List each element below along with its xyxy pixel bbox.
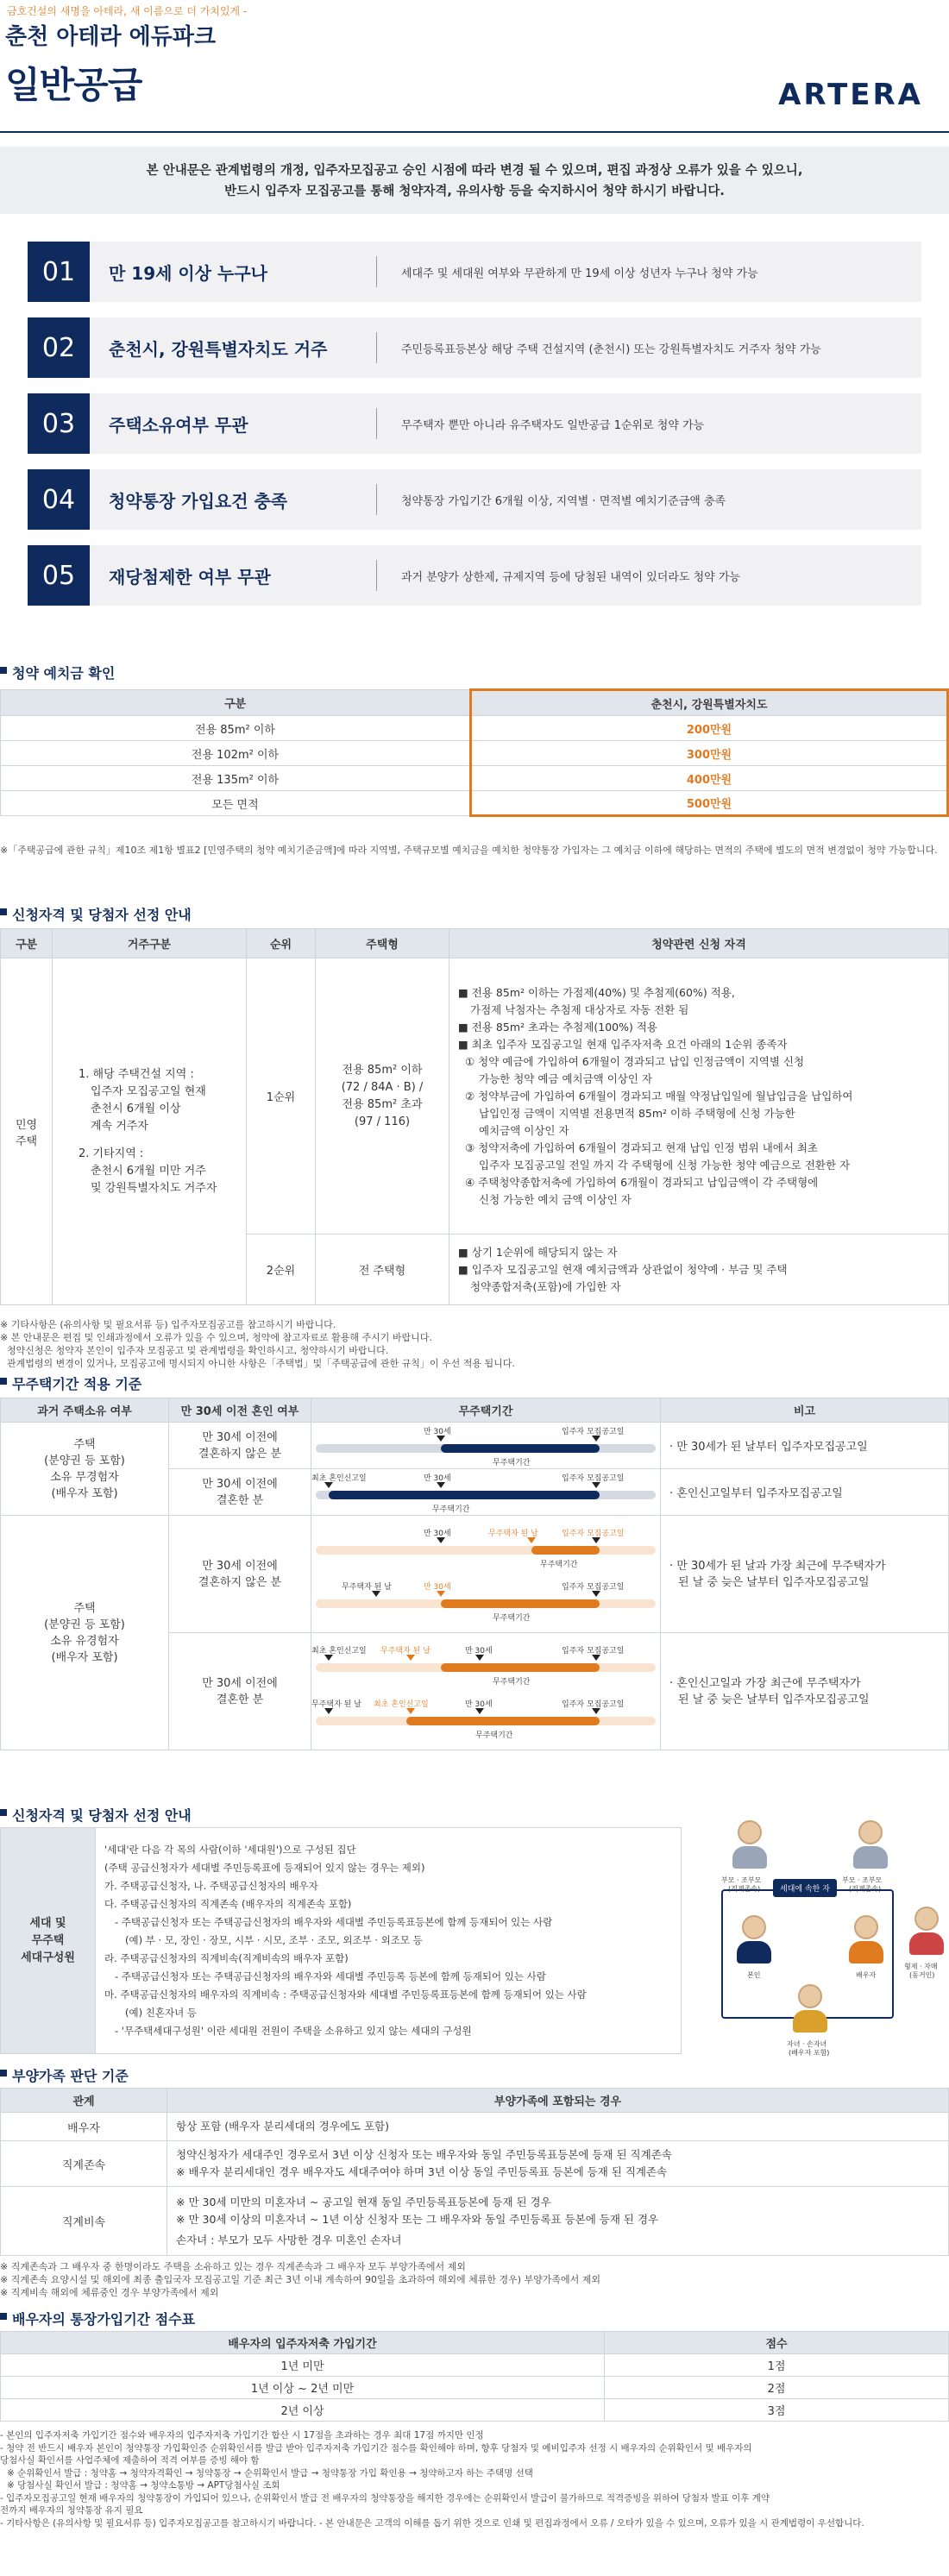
marker-age30 bbox=[437, 1591, 445, 1597]
dep-relation: 직계비속 bbox=[1, 2187, 167, 2256]
account-section-title: 배우자의 통장가입기간 점수표 bbox=[0, 2309, 195, 2328]
timeline-4 bbox=[311, 1633, 661, 1750]
marker-marriage bbox=[324, 1655, 333, 1661]
note-line: ※ 기타사항은 (유의사항 및 필요서류 등) 입주자모집공고를 참고하시기 바랍니다. bbox=[0, 1319, 336, 1330]
label-become: 무주택자 된 날 bbox=[380, 1646, 431, 1656]
marker-notice bbox=[592, 1655, 600, 1661]
page-title: 일반공급 bbox=[5, 64, 142, 106]
qual-header: 거주구분 bbox=[53, 929, 247, 958]
qual-header: 청약관련 신청 자격 bbox=[449, 929, 949, 958]
note-line: 당첨사실 확인서를 사업주체에 제출하여 적격 여부를 증빙 해야 함 bbox=[0, 2455, 260, 2466]
remark-4 bbox=[661, 1633, 949, 1750]
marker-notice bbox=[592, 1436, 600, 1442]
notice-line-2: 반드시 입주자 모집공고를 통해 청약자격, 유의사항 등을 숙지하시어 청약 하시기 바랍니다. bbox=[224, 185, 725, 198]
timeline-1 bbox=[311, 1423, 661, 1469]
requirement-title: 청약통장 가입요건 충족 bbox=[109, 490, 288, 512]
residence-line: 계속 거주자 bbox=[91, 1119, 148, 1133]
dep-desc: 항상 포함 (배우자 분리세대의 경우에도 포함) bbox=[167, 2113, 949, 2141]
residence-line: 및 강원특별자치도 거주자 bbox=[91, 1181, 217, 1195]
marker-age30 bbox=[475, 1708, 484, 1714]
label-notice: 입주자 모집공고일 bbox=[562, 1427, 625, 1436]
label-period: 무주택기간 bbox=[493, 1458, 531, 1467]
account-table bbox=[0, 2331, 949, 2422]
note-line: ※ 직계존속과 그 배우자 중 한명이라도 주택을 소유하고 있는 경우 직계존속과 그 배우자 모두 부양가족에서 제외 bbox=[0, 2261, 466, 2272]
dep-desc bbox=[167, 2141, 949, 2187]
qual-item: ■ 전용 85m² 초과는 추첨제(100%) 적용 bbox=[458, 1020, 658, 1034]
qual-item: ■ 전용 85m² 이하는 가점제(40%) 및 추첨제(60%) 적용, bbox=[458, 985, 735, 999]
label-period: 무주택기간 bbox=[493, 1677, 531, 1687]
person-head-icon bbox=[854, 1915, 878, 1939]
qual-type: 민영 주택 bbox=[1, 958, 53, 1305]
group-line: 주택 bbox=[73, 1437, 96, 1451]
residence-line: 춘천시 6개월 미만 거주 bbox=[91, 1164, 206, 1178]
note-line: ※ 본 안내문은 편집 및 인쇄과정에서 오류가 있을 수 있으며, 청약에 참고자료로 활용해 주시기 바랍니다. bbox=[0, 1332, 432, 1343]
not-married-cell bbox=[169, 1423, 311, 1469]
timeline-period-bar bbox=[441, 1444, 600, 1453]
gp1-label: 부모 · 조부모 bbox=[721, 1876, 762, 1884]
header-divider bbox=[0, 131, 949, 133]
family-diagram bbox=[687, 1820, 949, 2057]
requirement-desc: 과거 분양가 상한제, 규제지역 등에 당첨된 내역이 있더라도 청약 가능 bbox=[401, 570, 740, 584]
remark-1: · 만 30세가 된 날부터 입주자모집공고일 bbox=[661, 1423, 949, 1469]
child-figure bbox=[790, 1984, 830, 2036]
homeless-header: 만 30세 이전 혼인 여부 bbox=[169, 1398, 311, 1423]
requirement-desc: 세대주 및 세대원 여부와 무관하게 만 19세 이상 성년자 누구나 청약 가능 bbox=[401, 267, 758, 280]
child-label: 자녀 · 손자녀 bbox=[787, 2040, 827, 2048]
label-age30: 만 30세 bbox=[424, 1529, 451, 1538]
child-sub: (배우자 포함) bbox=[789, 2049, 830, 2057]
desc-line: (주택 공급신청자가 세대별 주민등록표에 등재되어 있지 않는 경우는 제외) bbox=[104, 1862, 425, 1874]
timeline-period-bar bbox=[406, 1717, 600, 1725]
requirement-card-5 bbox=[28, 545, 921, 606]
residence-line: 입주자 모집공고일 현재 bbox=[91, 1084, 206, 1098]
group-line: (분양권 등 포함) bbox=[44, 1454, 125, 1467]
person-head-icon bbox=[858, 1820, 883, 1844]
desc-line: - 주택공급신청자 또는 주택공급신청자의 배우자와 세대별 주민등록 등본에 함께 등재되어 있는 사람 bbox=[115, 1970, 546, 1982]
requirement-number: 04 bbox=[28, 469, 90, 530]
deposit-header-category: 구분 bbox=[1, 690, 471, 716]
group-line: 소유 유경험자 bbox=[50, 1634, 119, 1648]
dep-desc bbox=[167, 2187, 949, 2256]
requirement-title: 재당첨제한 여부 무관 bbox=[109, 566, 271, 587]
acct-score: 2점 bbox=[605, 2377, 949, 2399]
label-notice: 입주자 모집공고일 bbox=[562, 1582, 625, 1592]
group-line: 소유 무경험자 bbox=[50, 1470, 119, 1484]
label-line: 무주택 bbox=[31, 1933, 65, 1947]
residence-line: 춘천시 6개월 이상 bbox=[91, 1102, 181, 1115]
requirement-title: 만 19세 이상 누구나 bbox=[109, 262, 267, 284]
note-line: 청약신청은 청약자 본인이 입주자 모집공고 및 관계법령을 확인하시고, 청약하시기 바랍니다. bbox=[7, 1345, 389, 1356]
notice-box bbox=[0, 147, 949, 214]
gp2-label: 부모 · 조부모 bbox=[842, 1876, 883, 1884]
label-notice: 입주자 모집공고일 bbox=[562, 1473, 625, 1483]
cell-line: 만 30세 이전에 bbox=[202, 1430, 278, 1444]
sibling-figure bbox=[907, 1907, 946, 1958]
label-period: 무주택기간 bbox=[540, 1560, 578, 1569]
qual-item: ② 청약부금에 가입하여 6개월이 경과되고 매월 약정납입일에 월납입금을 납입하여 bbox=[465, 1089, 853, 1103]
dependents-table bbox=[0, 2088, 949, 2256]
label-age30: 만 30세 bbox=[424, 1427, 451, 1436]
header bbox=[0, 0, 949, 145]
cell-line: 결혼하지 않은 분 bbox=[198, 1447, 282, 1461]
married-cell bbox=[169, 1469, 311, 1516]
dep-line: ※ 만 30세 이상의 미혼자녀 ~ 1년 이상 신청자 또는 그 배우자와 동일 주민등록표 등본에 등재 된 경우 bbox=[176, 2212, 659, 2226]
label-notice: 입주자 모집공고일 bbox=[562, 1700, 625, 1709]
label-period: 무주택기간 bbox=[475, 1731, 513, 1740]
qual-header: 주택형 bbox=[316, 929, 449, 958]
group-line: (배우자 포함) bbox=[51, 1650, 118, 1664]
deposit-area: 전용 85m² 이하 bbox=[1, 716, 471, 741]
remark-3 bbox=[661, 1516, 949, 1633]
homeless-group-2 bbox=[1, 1516, 169, 1750]
remark-2: · 혼인신고일부터 입주자모집공고일 bbox=[661, 1469, 949, 1516]
qual-rank2: 2순위 bbox=[247, 1235, 316, 1305]
requirement-title: 춘천시, 강원특별자치도 거주 bbox=[109, 338, 328, 360]
dep-line: ※ 만 30세 미만의 미혼자녀 ~ 공고일 현재 동일 주민등록표등본에 등재 된 경우 bbox=[176, 2195, 551, 2208]
label-notice: 입주자 모집공고일 bbox=[562, 1529, 625, 1538]
remark-line: 된 날 중 늦은 날부터 입주자모집공고일 bbox=[678, 1575, 870, 1589]
housetype-line: 전용 85m² 이하 bbox=[342, 1063, 423, 1077]
timeline-period-bar bbox=[441, 1663, 600, 1672]
note-line: - 입주자모집공고일 현재 배우자의 청약통장이 가입되어 있으나, 순위확인서 발급 전 배우자의 청약통장을 해지한 경우에는 순위확인서 발급이 불가하므로 적격증빙을 위하여 당첨자 발표 이후 계약 bbox=[0, 2492, 770, 2504]
note-line: - 본인의 입주자저축 가입기간 점수와 배우자의 입주자저축 가입기간 합산 시 17점을 초과하는 경우 최대 17점 까지만 인정 bbox=[0, 2430, 484, 2441]
requirement-number: 03 bbox=[28, 393, 90, 454]
cell-line: 결혼한 분 bbox=[216, 1493, 264, 1507]
homeless-header: 과거 주택소유 여부 bbox=[1, 1398, 169, 1423]
person-body-icon bbox=[853, 1846, 888, 1869]
label-become: 무주택자 된 날 bbox=[311, 1700, 361, 1709]
desc-line: 마. 주택공급신청자의 배우자의 직계비속 : 주택공급신청자와 세대별 주민등록표등본에 함께 등재되어 있는 사람 bbox=[104, 1989, 587, 2001]
label-age30: 만 30세 bbox=[465, 1700, 493, 1709]
qual-item: 예치금액 이상인 자 bbox=[479, 1123, 569, 1137]
homeless-header: 비고 bbox=[661, 1398, 949, 1423]
requirements-list bbox=[28, 242, 921, 621]
qual-rank2-items bbox=[449, 1235, 949, 1305]
qualification-section-title: 신청자격 및 당첨자 선정 안내 bbox=[0, 904, 192, 924]
deposit-amount: 200만원 bbox=[471, 716, 948, 741]
label-become: 무주택자 된 날 bbox=[488, 1529, 538, 1538]
label-period: 무주택기간 bbox=[493, 1613, 531, 1623]
label-marriage: 최초 혼인신고일 bbox=[311, 1646, 367, 1656]
qual-item: ■ 최초 입주자 모집공고일 현재 입주자저축 요건 아래의 1순위 종족자 bbox=[458, 1037, 788, 1051]
homeless-header: 무주택기간 bbox=[311, 1398, 661, 1423]
requirement-card-4 bbox=[28, 469, 921, 530]
group-line: 주택 bbox=[73, 1601, 96, 1615]
marker-become bbox=[406, 1655, 415, 1661]
spouse-figure bbox=[846, 1915, 886, 1967]
label-line: 세대구성원 bbox=[21, 1951, 75, 1964]
marker-age30 bbox=[475, 1655, 484, 1661]
remark-line: 된 날 중 늦은 날부터 입주자모집공고일 bbox=[678, 1693, 870, 1706]
account-notes bbox=[0, 2429, 949, 2529]
acct-period: 1년 이상 ~ 2년 미만 bbox=[1, 2377, 605, 2399]
note-line: ※ 직계비속 해외에 체류중인 경우 부양가족에서 제외 bbox=[0, 2287, 219, 2298]
qual-item: 입주자 모집공고일 전일 까지 각 주택형에 신청 가능한 청약 예금으로 전환한 자 bbox=[479, 1158, 851, 1172]
timeline-period-bar bbox=[441, 1599, 600, 1608]
deposit-section-title: 청약 예치금 확인 bbox=[0, 663, 115, 682]
deposit-area: 전용 135m² 이하 bbox=[1, 766, 471, 791]
qual-housetype2: 전 주택형 bbox=[316, 1235, 449, 1305]
qual-item: ③ 청약저축에 가입하여 6개월이 경과되고 현재 납입 인정 범위 내에서 최초 bbox=[465, 1140, 819, 1154]
sibling-sub: (동거인) bbox=[909, 1971, 935, 1979]
note-line: ※ 당첨사실 확인서 발급 : 청약홈 → 청약소통방 → APT당첨사실 조회 bbox=[7, 2480, 280, 2491]
marker-marriage bbox=[324, 1482, 333, 1488]
housetype-line: 전용 85m² 초과 bbox=[342, 1097, 423, 1111]
self-figure bbox=[734, 1915, 774, 1967]
person-body-icon bbox=[732, 1846, 767, 1869]
label-age30: 만 30세 bbox=[424, 1582, 451, 1592]
housetype-line: (72 / 84A · B) / bbox=[341, 1080, 424, 1094]
timeline-period-bar bbox=[531, 1546, 600, 1555]
deposit-amount: 300만원 bbox=[471, 741, 948, 766]
deposit-amount: 500만원 bbox=[471, 791, 948, 816]
remark-line: · 혼인신고일과 가장 최근에 무주택자가 bbox=[669, 1676, 861, 1690]
dep-relation: 배우자 bbox=[1, 2113, 167, 2141]
person-body-icon bbox=[793, 2010, 827, 2033]
acct-period: 1년 미만 bbox=[1, 2354, 605, 2377]
deposit-amount: 400만원 bbox=[471, 766, 948, 791]
acct-period: 2년 이상 bbox=[1, 2399, 605, 2422]
qual-item: ① 청약 예금에 가입하여 6개월이 경과되고 납입 인정금액이 지역별 신청 bbox=[465, 1054, 805, 1068]
acct-header: 점수 bbox=[605, 2332, 949, 2354]
spouse-label: 배우자 bbox=[856, 1971, 877, 1979]
qual-rank1: 1순위 bbox=[247, 958, 316, 1235]
household-table bbox=[0, 1827, 682, 2054]
self-label: 본인 bbox=[747, 1971, 761, 1979]
grandparent-1-figure bbox=[730, 1820, 770, 1872]
cell-line: 만 30세 이전에 bbox=[202, 1676, 278, 1690]
marker-become bbox=[527, 1537, 536, 1543]
artera-logo: ARTERA bbox=[778, 78, 923, 112]
desc-line: (예) 친혼자녀 등 bbox=[125, 2007, 197, 2019]
household-section-title: 신청자격 및 당첨자 선정 안내 bbox=[0, 1805, 192, 1825]
homeless-group-1 bbox=[1, 1423, 169, 1516]
qual-rank1-items bbox=[449, 958, 949, 1235]
requirement-desc: 주민등록표등본상 해당 주택 건설지역 (춘천시) 또는 강원특별자치도 거주자 청약 가능 bbox=[401, 342, 821, 356]
marker-become bbox=[372, 1591, 380, 1597]
label-notice: 입주자 모집공고일 bbox=[562, 1646, 625, 1656]
qual-housetype1 bbox=[316, 958, 449, 1235]
requirement-number: 05 bbox=[28, 545, 90, 606]
qual-residence bbox=[53, 958, 247, 1305]
dependents-section-title: 부양가족 판단 기준 bbox=[0, 2065, 129, 2085]
person-head-icon bbox=[914, 1907, 939, 1931]
dependents-notes bbox=[0, 2260, 949, 2299]
residence-line: 1. 해당 주택건설 지역 : bbox=[79, 1067, 194, 1081]
notice-line-1: 본 안내문은 관계법령의 개정, 입주자모집공고 승인 시점에 따라 변경 될 수 있으며, 편집 과정상 오류가 있을 수 있으니, bbox=[146, 164, 803, 178]
dep-line: 손자녀 : 부모가 모두 사망한 경우 미혼인 손자녀 bbox=[176, 2233, 402, 2246]
marker-age30 bbox=[437, 1537, 445, 1543]
label-marriage: 최초 혼인신고일 bbox=[374, 1700, 429, 1709]
timeline-3 bbox=[311, 1516, 661, 1633]
cell-line: 결혼하지 않은 분 bbox=[198, 1575, 282, 1589]
acct-score: 3점 bbox=[605, 2399, 949, 2422]
deposit-header-region: 춘천시, 강원특별자치도 bbox=[471, 690, 948, 716]
qual-item: ■ 입주자 모집공고일 현재 예치금액과 상관없이 청약예 · 부금 및 주택 bbox=[458, 1262, 788, 1276]
note-line: 전까지 배우자의 청약통장 유지 필요 bbox=[0, 2505, 143, 2516]
qual-item: 납입인정 금액이 지역별 전용면적 85m² 이하 주택형에 신청 가능한 bbox=[479, 1106, 795, 1120]
desc-line: 라. 주택공급신청자의 직계비속(직계비속의 배우자 포함) bbox=[104, 1952, 349, 1964]
desc-line: 다. 주택공급신청자의 직계존속 (배우자의 직계존속 포함) bbox=[104, 1898, 352, 1910]
label-age30: 만 30세 bbox=[465, 1646, 493, 1656]
married-cell bbox=[169, 1633, 311, 1750]
desc-line: 가. 주택공급신청자, 나. 주택공급신청자의 배우자 bbox=[104, 1880, 318, 1892]
dep-header: 부양가족에 포함되는 경우 bbox=[167, 2089, 949, 2113]
desc-line: '세대'란 다음 각 목의 사람(이하 '세대원')으로 구성된 집단 bbox=[104, 1844, 356, 1856]
qual-item: 가점제 낙첨자는 추첨제 대상자로 자동 전환 됨 bbox=[470, 1002, 689, 1016]
person-head-icon bbox=[798, 1984, 822, 2008]
marker-become bbox=[324, 1708, 333, 1714]
person-body-icon bbox=[737, 1941, 771, 1963]
qualification-table bbox=[0, 928, 949, 1305]
group-line: (분양권 등 포함) bbox=[44, 1618, 125, 1631]
residence-line: 2. 기타지역 : bbox=[79, 1147, 144, 1160]
cell-line: 만 30세 이전에 bbox=[202, 1559, 278, 1573]
dep-line: 청약신청자가 세대주인 경우로서 3년 이상 신청자 또는 배우자와 동일 주민등록표등본에 등재 된 직계존속 bbox=[176, 2148, 672, 2161]
cell-line: 만 30세 이전에 bbox=[202, 1477, 278, 1491]
deposit-area: 모든 면적 bbox=[1, 791, 471, 816]
desc-line: - 주택공급신청자 또는 주택공급신청자의 배우자와 세대별 주민등록표등본에 함께 등재되어 있는 사람 bbox=[115, 1916, 553, 1928]
qual-item: ④ 주택청약종합저축에 가입하여 6개월이 경과되고 납입금액이 각 주택형에 bbox=[465, 1175, 819, 1189]
timeline-period-bar bbox=[329, 1491, 600, 1499]
requirement-number: 01 bbox=[28, 242, 90, 302]
marker-age30 bbox=[437, 1482, 445, 1488]
acct-header: 배우자의 입주자저축 가입기간 bbox=[1, 2332, 605, 2354]
qual-header: 구분 bbox=[1, 929, 53, 958]
household-desc bbox=[96, 1828, 682, 2054]
requirement-desc: 청약통장 가입기간 6개월 이상, 지역별 · 면적별 예치기준금액 충족 bbox=[401, 494, 726, 508]
requirement-desc: 무주택자 뿐만 아니라 유주택자도 일반공급 1순위로 청약 가능 bbox=[401, 418, 705, 432]
homeless-table bbox=[0, 1398, 949, 1750]
label-become: 무주택자 된 날 bbox=[342, 1582, 392, 1592]
dep-line: ※ 배우자 분리세대인 경우 배우자도 세대주여야 하며 3년 이상 동일 주민등록표 등본에 등재 된 직계존속 bbox=[176, 2165, 668, 2178]
dep-relation: 직계존속 bbox=[1, 2141, 167, 2187]
grandparent-2-figure bbox=[851, 1820, 890, 1872]
note-line: ※ 순위확인서 발급 : 청약홈 → 청약자격확인 → 청약통장 → 순위확인서 발급 → 청약통장 가입 확인용 → 청약하고자 하는 주택명 선택 bbox=[7, 2467, 533, 2479]
marker-notice bbox=[592, 1591, 600, 1597]
requirement-title: 주택소유여부 무관 bbox=[109, 414, 248, 436]
deposit-note: ※「주택공급에 관한 규칙」제10조 제1항 별표2 [민영주택의 청약 예치기준금액]에 따라 지역별, 주택규모별 예치금을 예치한 청약통장 가입자는 그 예치금 이하에 해당하는 면적의 주택에 별도의 면적 변경없이 청약 가능합니다. bbox=[0, 845, 938, 856]
desc-line: - '무주택세대구성원' 이란 세대원 전원이 주택을 소유하고 있지 않는 세대의 구성원 bbox=[115, 2025, 472, 2037]
qual-header: 순위 bbox=[247, 929, 316, 958]
gp1-sub: (직계존속) bbox=[728, 1885, 761, 1893]
dep-header: 관계 bbox=[1, 2089, 167, 2113]
desc-line: (예) 부 · 모, 장인 · 장모, 시부 · 시모, 조부 · 조모, 외조부 · 외조모 등 bbox=[125, 1934, 423, 1946]
label-line: 세대 및 bbox=[29, 1916, 66, 1930]
requirement-card-1 bbox=[28, 242, 921, 302]
remark-line: · 만 30세가 된 날과 가장 최근에 무주택자가 bbox=[669, 1559, 886, 1573]
label-period: 무주택기간 bbox=[432, 1505, 470, 1514]
sibling-label: 형제 · 자매 bbox=[904, 1963, 938, 1970]
qual-item: ■ 상기 1순위에 해당되지 않는 자 bbox=[458, 1245, 618, 1259]
housetype-line: (97 / 116) bbox=[354, 1115, 411, 1128]
note-line: 관계법령의 변경이 있거나, 모집공고에 명시되지 아니한 사항은「주택법」및「주택공급에 관한 규칙」이 우선 적용 됩니다. bbox=[7, 1358, 515, 1369]
marker-notice bbox=[592, 1482, 600, 1488]
timeline-2 bbox=[311, 1469, 661, 1516]
deposit-area: 전용 102m² 이하 bbox=[1, 741, 471, 766]
person-body-icon bbox=[849, 1941, 883, 1963]
person-head-icon bbox=[738, 1820, 762, 1844]
marker-age30 bbox=[437, 1436, 445, 1442]
not-married-cell bbox=[169, 1516, 311, 1633]
label-age30: 만 30세 bbox=[424, 1473, 451, 1483]
group-line: (배우자 포함) bbox=[51, 1486, 118, 1500]
marker-marriage bbox=[406, 1708, 415, 1714]
homeless-section-title: 무주택기간 적용 기준 bbox=[0, 1373, 141, 1393]
person-head-icon bbox=[742, 1915, 766, 1939]
note-line: ※ 직계존속 요양시설 및 해외에 최종 출입국자 모집공고일 기준 최근 3년 이내 계속하여 90일을 초과하여 해외에 체류한 경우) 부양가족에서 제외 bbox=[0, 2274, 600, 2285]
label-marriage: 최초 혼인신고일 bbox=[311, 1473, 367, 1483]
gp2-sub: (직계존속) bbox=[849, 1885, 882, 1893]
requirement-number: 02 bbox=[28, 317, 90, 378]
marker-notice bbox=[592, 1708, 600, 1714]
qual-item: 가능한 청약 예금 예치금액 이상인 자 bbox=[479, 1071, 652, 1085]
marker-notice bbox=[592, 1537, 600, 1543]
requirement-card-3 bbox=[28, 393, 921, 454]
deposit-table bbox=[0, 688, 949, 817]
person-body-icon bbox=[909, 1932, 944, 1955]
requirement-card-2 bbox=[28, 317, 921, 378]
household-tag: 세대에 속한 자 bbox=[773, 1879, 837, 1897]
note-line: - 기타사항은 (유의사항 및 필요서류 등) 입주자모집공고를 참고하시기 바랍니다. - 본 안내문은 고객의 이해를 돕기 위한 것으로 인쇄 및 편집과정에서 오류 / 오타가 있을 수 있으며, 오류가 있을 시 관계법령이 우선합니다. bbox=[0, 2517, 864, 2529]
timeline-track bbox=[316, 1546, 656, 1555]
development-name: 춘천 아테라 에듀파크 bbox=[5, 24, 217, 50]
acct-score: 1점 bbox=[605, 2354, 949, 2377]
qualification-notes bbox=[0, 1318, 949, 1370]
household-label bbox=[1, 1828, 96, 2054]
tagline: 금호건설의 새명을 아테라, 새 이름으로 더 가치있게 - bbox=[7, 5, 248, 17]
cell-line: 결혼한 분 bbox=[216, 1693, 264, 1706]
note-line: - 청약 전 반드시 배우자 본인이 청약통장 가입확인증 순위확인서를 발급 받아 입주자저축 가입기간 점수를 확인해야 하며, 향후 당첨자 및 예비입주자 선정 시 배우자의 순위확인서 및 배우자의 bbox=[0, 2442, 752, 2453]
qual-item: 신청 가능한 예치 금액 이상인 자 bbox=[479, 1192, 632, 1206]
qual-item: 청약종합저축(포함)에 가입한 자 bbox=[470, 1279, 621, 1293]
